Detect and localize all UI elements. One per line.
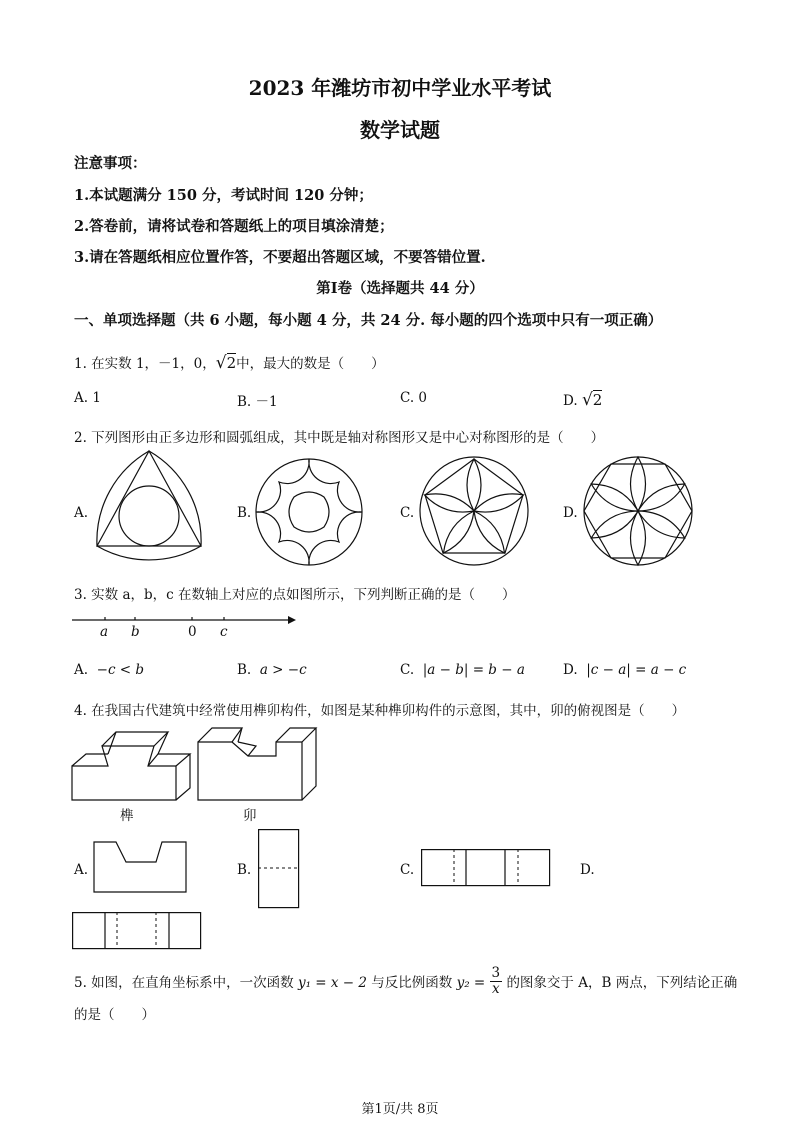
figure-circle-square-arcs xyxy=(254,457,364,567)
figure-pentagon-flower xyxy=(418,455,530,567)
q4-view-a xyxy=(94,842,188,894)
q4-label-c: C. xyxy=(400,862,415,878)
q4-label-a: A. xyxy=(74,862,89,878)
q2-label-d: D. xyxy=(563,505,578,521)
notice-heading: 注意事项： xyxy=(74,155,147,172)
q3-option-b-math: a > −c xyxy=(259,662,307,678)
q1-option-c: C. 0 xyxy=(400,390,428,406)
q1-option-a: A. 1 xyxy=(74,390,101,406)
notice-item: 1.本试题满分 150 分，考试时间 120 分钟； xyxy=(74,187,373,204)
axis-label-a: a xyxy=(100,624,109,640)
part-title: 第Ⅰ卷（选择题共 44 分） xyxy=(316,280,484,297)
q3-option-c-label: C. xyxy=(400,662,415,678)
tenon-figure xyxy=(72,728,192,802)
q4-view-d xyxy=(72,912,202,950)
q4-view-c xyxy=(421,849,551,887)
caption-tenon: 榫 xyxy=(120,808,134,824)
q4-label-d: D. xyxy=(580,862,595,878)
sqrt-arg: 2 xyxy=(226,354,237,372)
caption-mortise: 卯 xyxy=(243,808,257,824)
q2-label-c: C. xyxy=(400,505,415,521)
question-5-stem xyxy=(74,965,738,999)
paper-subtitle: 数学试题 xyxy=(360,118,440,142)
q1-option-b: B. －1 xyxy=(237,394,278,410)
q1-option-d xyxy=(563,390,602,410)
q5-stem-post: 的图象交于 A，B 两点，下列结论正确 xyxy=(506,975,738,991)
sqrt-symbol: √ xyxy=(581,390,593,410)
notice-item: 3.请在答题纸相应位置作答，不要超出答题区域，不要答错位置. xyxy=(74,249,486,266)
question-1-stem xyxy=(74,352,385,373)
q1-stem-post: 中，最大的数是（ ） xyxy=(236,356,385,372)
q5-inverse-lhs: y₂ = xyxy=(456,975,486,991)
axis-label-zero: 0 xyxy=(188,624,197,640)
axis-label-c: c xyxy=(220,624,228,640)
q5-line-2: 的是（ ） xyxy=(74,1007,155,1023)
q3-option-d-label: D. xyxy=(563,662,578,678)
q2-label-a: A. xyxy=(74,505,89,521)
q1-option-d-label: D. xyxy=(563,393,578,409)
q4-label-b: B. xyxy=(237,862,252,878)
question-4-stem: 4. 在我国古代建筑中经常使用榫卯构件，如图是某种榫卯构件的示意图，其中，卯的俯视图是（ ） xyxy=(74,703,686,719)
sqrt-symbol: √ xyxy=(215,353,227,373)
q3-option-a-math: −c < b xyxy=(96,662,145,678)
sqrt-arg: 2 xyxy=(592,391,603,409)
q3-option-a xyxy=(74,662,144,678)
q3-option-c xyxy=(400,662,525,678)
axis-label-b: b xyxy=(131,624,140,640)
q5-fraction xyxy=(490,966,503,997)
q3-option-a-label: A. xyxy=(74,662,89,678)
question-2-stem: 2. 下列图形由正多边形和圆弧组成，其中既是轴对称图形又是中心对称图形的是（ ） xyxy=(74,430,605,446)
question-3-stem: 3. 实数 a，b，c 在数轴上对应的点如图所示，下列判断正确的是（ ） xyxy=(74,587,516,603)
q5-stem-mid: 与反比例函数 xyxy=(371,975,453,991)
q3-option-c-math: |a − b| = b − a xyxy=(422,662,525,678)
section-heading: 一、单项选择题（共 6 小题，每小题 4 分，共 24 分. 每小题的四个选项中只有一项正确） xyxy=(74,312,663,329)
q4-view-b xyxy=(258,829,300,909)
q5-stem-pre: 5. 如图，在直角坐标系中，一次函数 xyxy=(74,975,294,991)
notice-item: 2.答卷前，请将试卷和答题纸上的项目填涂清楚； xyxy=(74,218,394,235)
q3-option-d-math: |c − a| = a − c xyxy=(586,662,687,678)
q5-frac-den: x xyxy=(492,981,500,997)
figure-reuleaux-triangle xyxy=(88,446,210,562)
figure-hexagon-flower xyxy=(582,455,694,567)
mortise-figure xyxy=(198,726,318,802)
q2-label-b: B. xyxy=(237,505,252,521)
page-number: 第1页/共 8页 xyxy=(361,1102,439,1117)
q3-option-d xyxy=(563,662,686,678)
q1-stem-pre: 1. 在实数 1，－1，0， xyxy=(74,356,216,372)
q3-option-b-label: B. xyxy=(237,662,252,678)
q3-option-b xyxy=(237,662,307,678)
q5-frac-num: 3 xyxy=(491,965,501,981)
exam-title: 2023 年潍坊市初中学业水平考试 xyxy=(248,76,552,100)
q5-linear-function: y₁ = x − 2 xyxy=(297,975,367,991)
